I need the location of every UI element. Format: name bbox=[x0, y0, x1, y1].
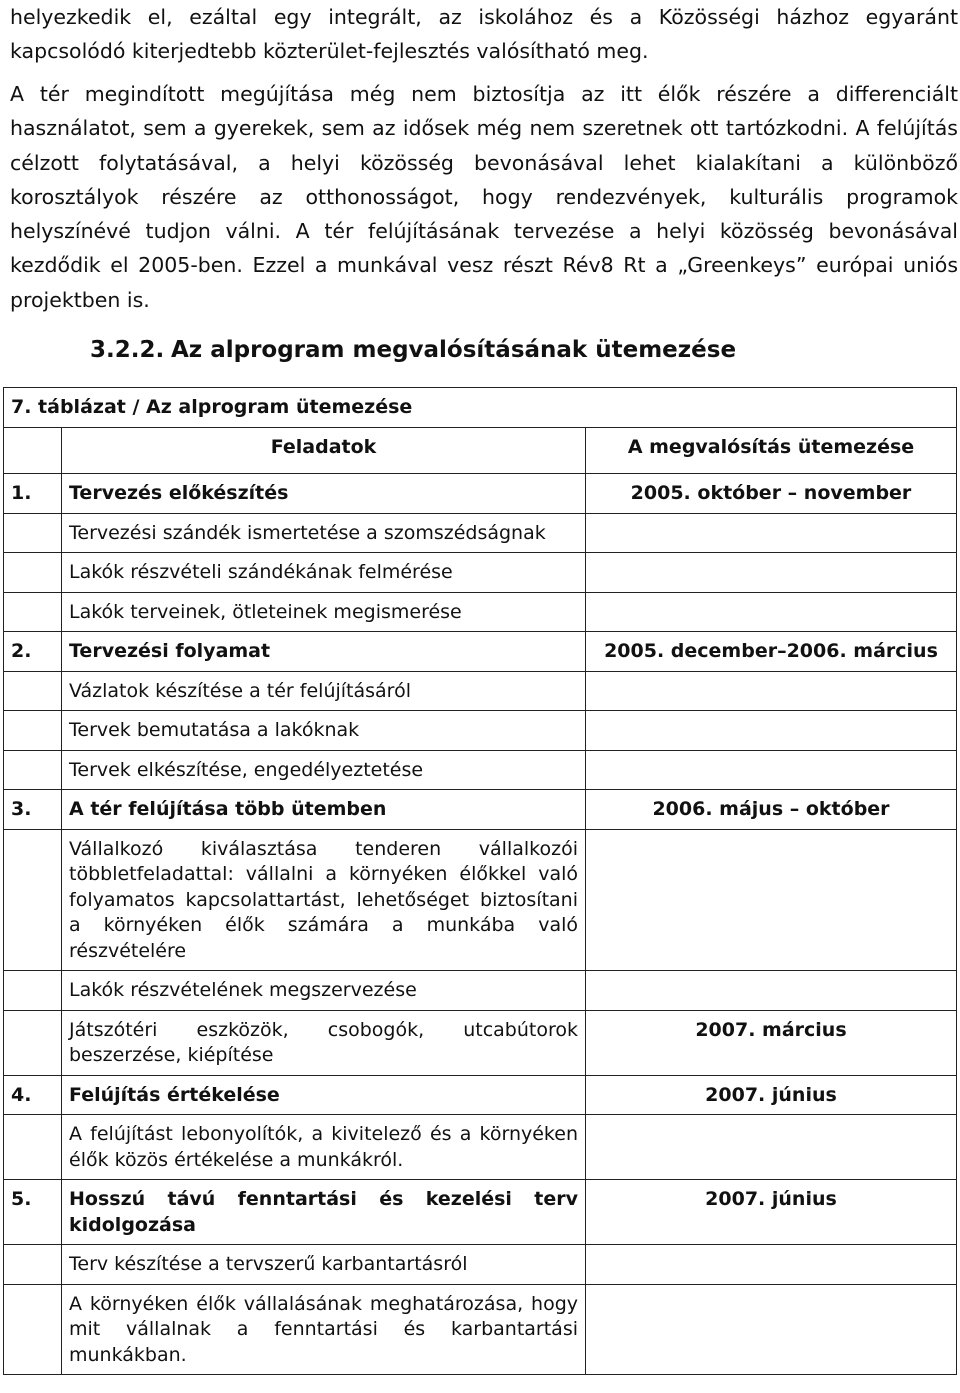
schedule-cell bbox=[586, 711, 957, 751]
table-row bbox=[4, 1115, 957, 1180]
row-number bbox=[4, 1115, 62, 1180]
row-number bbox=[4, 592, 62, 632]
task-group-title: Hosszú távú fenntartási és kezelési terv kidolgozása bbox=[62, 1180, 586, 1245]
task-item: Lakók terveinek, ötleteinek megismerése bbox=[62, 592, 586, 632]
task-group-title: Tervezési folyamat bbox=[62, 632, 586, 672]
table-row bbox=[4, 553, 957, 593]
task-group-title: A tér felújítása több ütemben bbox=[62, 790, 586, 830]
row-number: 1. bbox=[4, 474, 62, 514]
schedule-cell: 2007. június bbox=[586, 1180, 957, 1245]
row-number bbox=[4, 553, 62, 593]
schedule-cell bbox=[586, 750, 957, 790]
row-number bbox=[4, 750, 62, 790]
row-number bbox=[4, 513, 62, 553]
task-item: Lakók részvételi szándékának felmérése bbox=[62, 553, 586, 593]
schedule-cell: 2007. június bbox=[586, 1075, 957, 1115]
table-row bbox=[4, 1075, 957, 1115]
schedule-cell bbox=[586, 513, 957, 553]
row-number: 2. bbox=[4, 632, 62, 672]
task-item: Vállalkozó kiválasztása tenderen vállalkozói többletfeladattal: vállalni a környéken élőkkel való folyamatos kapcsolattartást, lehetőséget biztosítani a környéken élők számára a munkába való részvételére bbox=[62, 829, 586, 971]
table-row bbox=[4, 790, 957, 830]
row-number bbox=[4, 711, 62, 751]
schedule-cell bbox=[586, 1115, 957, 1180]
section-title: Az alprogram megvalósításának ütemezése bbox=[171, 337, 737, 363]
schedule-cell: 2005. október – november bbox=[586, 474, 957, 514]
table-row bbox=[4, 829, 957, 971]
task-item: Tervek bemutatása a lakóknak bbox=[62, 711, 586, 751]
task-item: Lakók részvételének megszervezése bbox=[62, 971, 586, 1011]
task-item: Tervek elkészítése, engedélyeztetése bbox=[62, 750, 586, 790]
table-row bbox=[4, 1180, 957, 1245]
task-item: A felújítást lebonyolítók, a kivitelező és a környéken élők közös értékelése a munkákról. bbox=[62, 1115, 586, 1180]
paragraph-body: A tér megindított megújítása még nem biztosítja az itt élők részére a differenciált használatot, sem a gyerekek, sem az idősek még nem szeretnek ott tartózkodni. A felújítás célzott folytatásával, a helyi közösség bevonásával lehet kialakítani a különböző korosztályok részére az otthonosságot, hogy rendezvények, kulturális programok helyszínévé tudjon válni. A tér felújításának tervezése a helyi közösség bevonásával kezdődik el 2005-ben. Ezzel a munkával vesz részt Rév8 Rt a „Greenkeys” európai uniós projektben is. bbox=[10, 82, 958, 312]
task-item: Vázlatok készítése a tér felújításáról bbox=[62, 671, 586, 711]
paragraph-intro: helyezkedik el, ezáltal egy integrált, az iskolához és a Közösségi házhoz egyaránt kapcsolódó kiterjedtebb közterület-fejlesztés valósítható meg. bbox=[10, 5, 958, 64]
row-number bbox=[4, 971, 62, 1011]
schedule-cell: 2005. december–2006. március bbox=[586, 632, 957, 672]
task-group-title: Felújítás értékelése bbox=[62, 1075, 586, 1115]
table-header-row bbox=[4, 428, 957, 474]
task-item: Tervezési szándék ismertetése a szomszédságnak bbox=[62, 513, 586, 553]
section-heading bbox=[90, 332, 736, 368]
table-row bbox=[4, 592, 957, 632]
table-row bbox=[4, 1245, 957, 1285]
row-number: 5. bbox=[4, 1180, 62, 1245]
row-number: 3. bbox=[4, 790, 62, 830]
schedule-cell bbox=[586, 971, 957, 1011]
row-number bbox=[4, 1245, 62, 1285]
section-number: 3.2.2. bbox=[90, 337, 165, 363]
table-row bbox=[4, 1010, 957, 1075]
task-item: A környéken élők vállalásának meghatározása, hogy mit vállalnak a fenntartási és karbantartási munkákban. bbox=[62, 1284, 586, 1375]
header-tasks: Feladatok bbox=[62, 428, 586, 474]
table-caption: 7. táblázat / Az alprogram ütemezése bbox=[4, 388, 957, 428]
row-number bbox=[4, 829, 62, 971]
row-number bbox=[4, 1010, 62, 1075]
table-row bbox=[4, 632, 957, 672]
header-schedule: A megvalósítás ütemezése bbox=[586, 428, 957, 474]
schedule-table bbox=[3, 387, 957, 1375]
row-number bbox=[4, 1284, 62, 1375]
table-row bbox=[4, 513, 957, 553]
row-number: 4. bbox=[4, 1075, 62, 1115]
task-item: Terv készítése a tervszerű karbantartásról bbox=[62, 1245, 586, 1285]
schedule-cell: 2006. május – október bbox=[586, 790, 957, 830]
table-row bbox=[4, 671, 957, 711]
table-row bbox=[4, 750, 957, 790]
schedule-cell bbox=[586, 592, 957, 632]
task-item: Játszótéri eszközök, csobogók, utcabútorok beszerzése, kiépítése bbox=[62, 1010, 586, 1075]
table-row bbox=[4, 711, 957, 751]
schedule-cell bbox=[586, 1245, 957, 1285]
row-number bbox=[4, 671, 62, 711]
table-row bbox=[4, 971, 957, 1011]
schedule-cell bbox=[586, 829, 957, 971]
task-group-title: Tervezés előkészítés bbox=[62, 474, 586, 514]
table-row bbox=[4, 1284, 957, 1375]
table-row bbox=[4, 474, 957, 514]
header-num-cell bbox=[4, 428, 62, 474]
schedule-cell bbox=[586, 1284, 957, 1375]
schedule-cell: 2007. március bbox=[586, 1010, 957, 1075]
schedule-cell bbox=[586, 671, 957, 711]
schedule-cell bbox=[586, 553, 957, 593]
